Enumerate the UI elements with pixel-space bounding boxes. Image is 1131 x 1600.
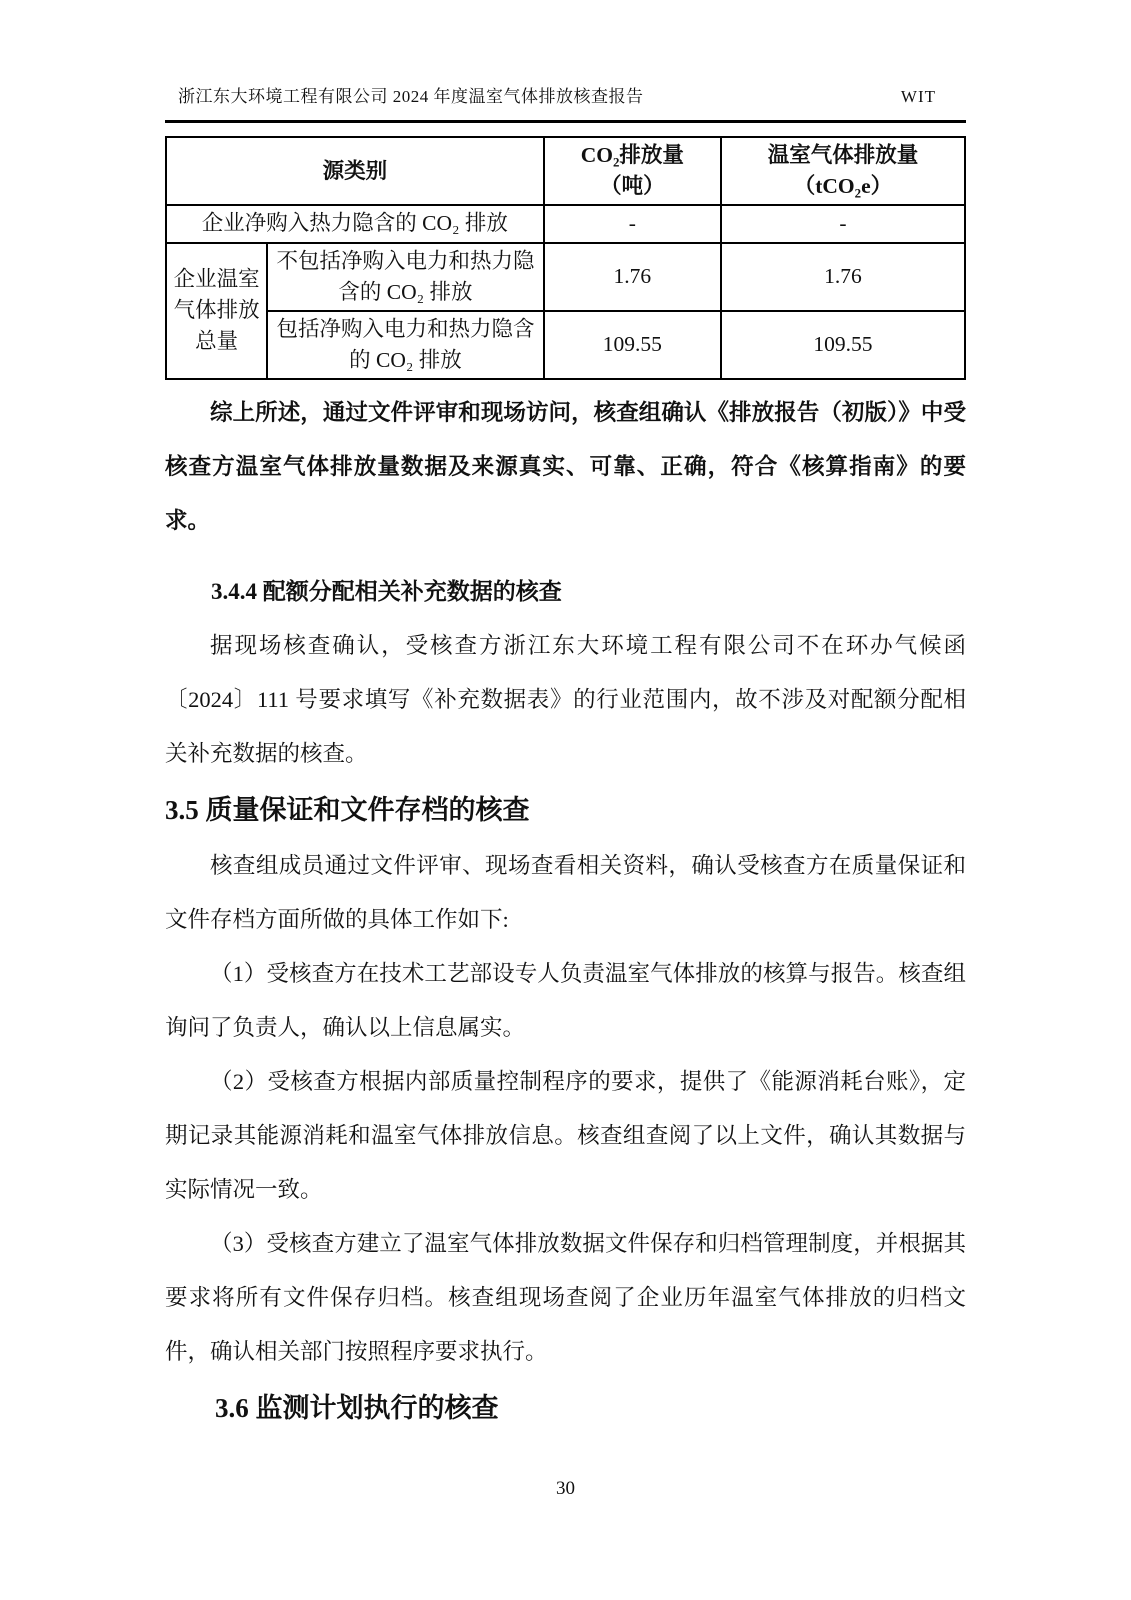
header-co2-line2: （吨） (600, 174, 665, 199)
header-co2-amount (544, 137, 721, 205)
table-header-row (166, 137, 965, 205)
row-excl-label: 不包括净购入电力和热力隐含的 CO₂ 排放 (267, 243, 543, 311)
table-row-excl (166, 243, 965, 311)
paragraph-3-5-intro: 核查组成员通过文件评审、现场查看相关资料，确认受核查方在质量保证和文件存档方面所做的具体工作如下: (165, 853, 966, 933)
row-excl-co2-value: 1.76 (544, 243, 721, 311)
table-row-incl (166, 311, 965, 379)
row-heat-co2-value: - (544, 205, 721, 242)
row-incl-ghg-value: 109.55 (721, 311, 965, 379)
list-item-1: （1）受核查方在技术工艺部设专人负责温室气体排放的核算与报告。核查组询问了负责人，确认以上信息属实。 (165, 961, 966, 1041)
summary-paragraph: 综上所述，通过文件评审和现场访问，核查组确认《排放报告（初版）》中受核查方温室气体排放量数据及来源真实、可靠、正确，符合《核算指南》的要求。 (165, 400, 966, 534)
heading-3-4-4: 3.4.4 配额分配相关补充数据的核查 (211, 579, 562, 605)
header-ghg-line1: 温室气体排放量 (767, 143, 919, 167)
header-source-category: 源类别 (166, 137, 544, 205)
row-incl-co2-value: 109.55 (544, 311, 721, 379)
heading-3-6: 3.6 监测计划执行的核查 (215, 1393, 499, 1424)
running-header (165, 82, 966, 123)
list-item-3: （3）受核查方建立了温室气体排放数据文件保存和归档管理制度，并根据其要求将所有文件保存归档。核查组现场查阅了企业历年温室气体排放的归档文件，确认相关部门按照程序要求执行。 (165, 1231, 966, 1365)
emissions-summary-table (165, 136, 966, 380)
row-heat-label: 企业净购入热力隐含的 CO₂ 排放 (166, 205, 544, 242)
heading-3-5: 3.5 质量保证和文件存档的核查 (165, 795, 530, 826)
header-ghg-line2: （tCO₂e） (793, 174, 893, 199)
table-row-heat (166, 205, 965, 242)
header-co2-line1: CO₂排放量 (580, 143, 684, 167)
document-title: 浙江东大环境工程有限公司 2024 年度温室气体排放核查报告 (178, 87, 644, 106)
row-incl-label: 包括净购入电力和热力隐含的 CO₂ 排放 (267, 311, 543, 379)
list-item-2: （2）受核查方根据内部质量控制程序的要求，提供了《能源消耗台账》，定期记录其能源消耗和温室气体排放信息。核查组查阅了以上文件，确认其数据与实际情况一致。 (165, 1069, 966, 1203)
header-brand-mark: WIT (900, 87, 936, 106)
paragraph-3-4-4: 据现场核查确认，受核查方浙江东大环境工程有限公司不在环办气候函〔2024〕111 号要求填写《补充数据表》的行业范围内，故不涉及对配额分配相关补充数据的核查。 (165, 633, 966, 767)
group-total-label: 企业温室气体排放总量 (166, 243, 267, 380)
header-ghg-amount (721, 137, 965, 205)
page-number: 30 (556, 1478, 575, 1499)
row-excl-ghg-value: 1.76 (721, 243, 965, 311)
row-heat-ghg-value: - (721, 205, 965, 242)
